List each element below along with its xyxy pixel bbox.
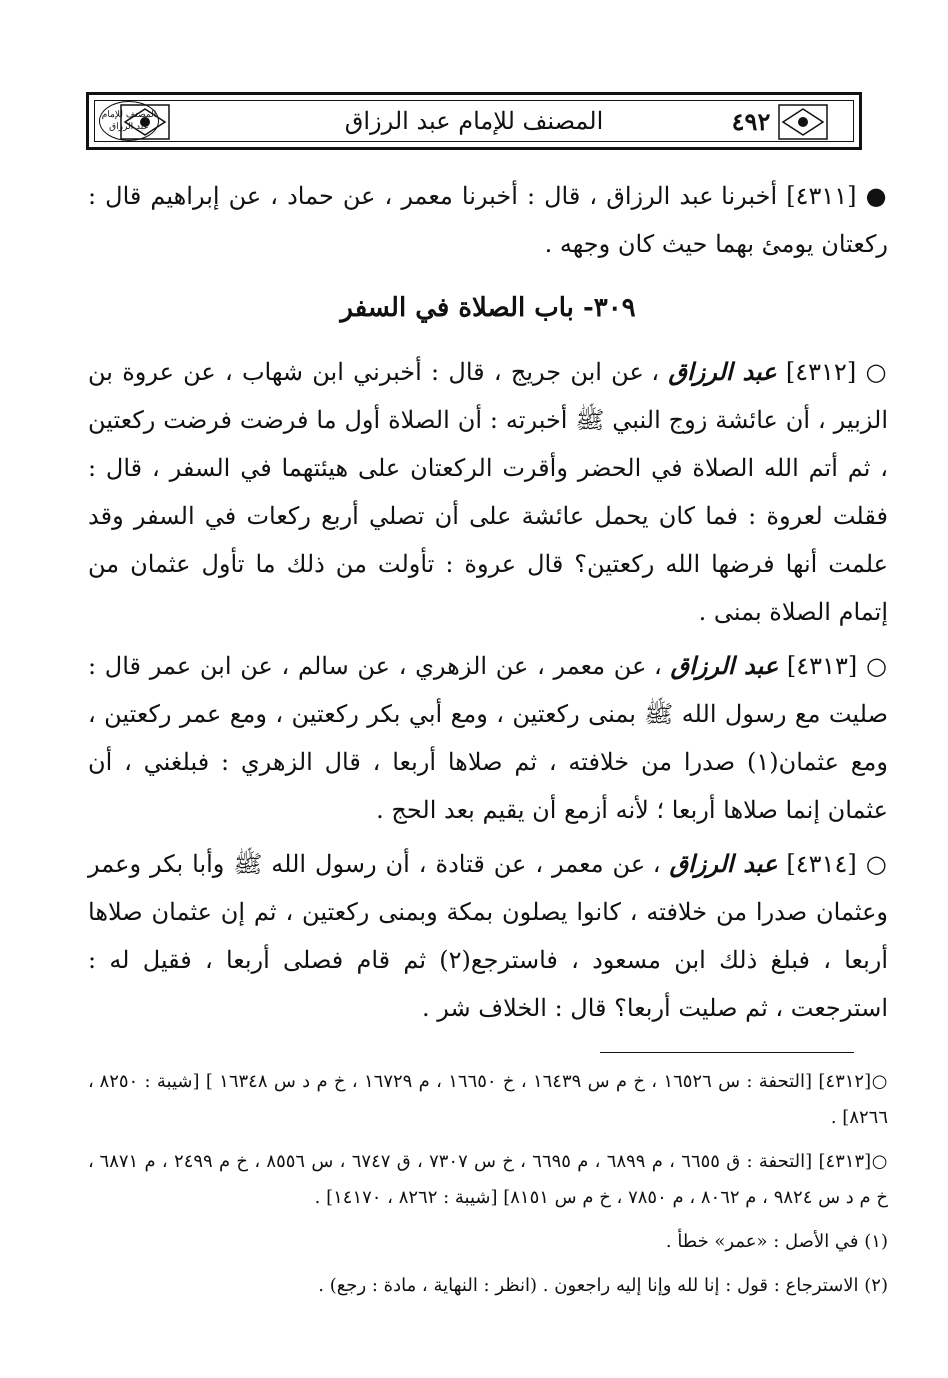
hadith-text: أخبرنا عبد الرزاق ، قال : أخبرنا معمر ، عن حماد ، عن إبراهيم قال : ركعتان يومئ بهما حيث كان وجهه . [88, 182, 888, 258]
hadith-marker: ○ [865, 358, 888, 386]
hadith-lead: عبد الرزاق [669, 849, 778, 878]
hadith-marker: ● [865, 182, 888, 210]
footnote-divider [600, 1052, 854, 1053]
hadith-ref: [٤٣١٤] [786, 850, 857, 878]
hadith-text: ، عن معمر ، عن قتادة ، أن رسول الله ﷺ وأبا بكر وعمر وعثمان صدرا من خلافته ، كانوا يصلون بمكة وبمنى ركعتين ، ثم إن عثمان صلاها أربعا ، فبلغ ذلك ابن مسعود ، فاسترجع(٢) ثم قام فصلى أربعا ، فقيل له : استرجعت ، ثم صليت أربعا؟ قال : الخلاف شر . [88, 850, 889, 1022]
hadith-4312 [88, 348, 888, 636]
hadith-text: ، عن معمر ، عن الزهري ، عن سالم ، عن ابن عمر قال : صليت مع رسول الله ﷺ بمنى ركعتين ، ومع أبي بكر ركعتين ، ومع عمر ركعتين ، ومع عثمان(١) صدرا من خلافته ، ثم صلاها أربعا ، قال الزهري : فبلغني ، أن عثمان إنما صلاها أربعا ؛ لأنه أزمع أن يقيم بعد الحج . [88, 652, 888, 824]
seal-text: المصنف للإمام عبد الرزاق [101, 110, 157, 132]
hadith-4314 [88, 840, 888, 1032]
book-seal [99, 101, 159, 141]
page-body [88, 172, 888, 1032]
page-number: ٤٩٢ [731, 107, 771, 136]
hadith-lead: عبد الرزاق [668, 357, 777, 386]
footnote-1: (١) في الأصل : «عمر» خطأ . [665, 1231, 888, 1252]
hadith-lead: عبد الرزاق [670, 651, 779, 680]
hadith-4313 [88, 642, 888, 834]
hadith-4311 [88, 172, 888, 268]
page-header [86, 92, 862, 150]
header-title: المصنف للإمام عبد الرزاق [344, 107, 604, 135]
hadith-text: ، عن ابن جريج ، قال : أخبرني ابن شهاب ، عن عروة بن الزبير ، أن عائشة زوج النبي ﷺ أخبرته : أن الصلاة أول ما فرضت فرضت ركعتين ، ثم أتم الله الصلاة في الحضر وأقرت الركعتان على هيئتهما في السفر ، قال : فقلت لعروة : فما كان يحمل عائشة على أن تصلي أربع ركعات في السفر وقد علمت أنها فرضها الله ركعتين؟ قال عروة : تأولت من ذلك ما تأول عثمان من إتمام الصلاة بمنى . [88, 358, 888, 626]
hadith-ref: [٤٣١٣] [786, 652, 858, 680]
section-title: ٣٠٩- باب الصلاة في السفر [340, 293, 636, 323]
hadith-marker: ○ [865, 652, 888, 680]
footnote-2: (٢) الاسترجاع : قول : إنا لله وإنا إليه راجعون . (انظر : النهاية ، مادة : رجع) . [318, 1275, 888, 1296]
footnotes [88, 1064, 888, 1304]
hadith-ref: [٤٣١٢] [785, 358, 857, 386]
footnote-4313: ○[٤٣١٣] [التحفة : ق ٦٦٥٥ ، م ٦٨٩٩ ، م ٦٦٩٥ ، خ س ٧٣٠٧ ، ق ٦٧٤٧ ، س ٨٥٥٦ ، خ م ٢٤٩٩ ، م ٦٨٧١ ، خ م د س ٩٨٢٤ ، م ٨٠٦٢ ، م ٧٨٥٠ ، خ م س ٨١٥١] [شيبة : ٨٢٦٢ ، ١٤١٧٠] . [88, 1151, 888, 1208]
footnote-4312: ○[٤٣١٢] [التحفة : س ١٦٥٢٦ ، خ م س ١٦٤٣٩ ، خ ١٦٦٥٠ ، م ١٦٧٢٩ ، خ م د س ١٦٣٤٨ ] [شيبة : ٨٢٥٠ ، ٨٢٦٦] . [88, 1071, 888, 1128]
hadith-ref: [٤٣١١] [786, 182, 857, 210]
hadith-marker: ○ [865, 850, 888, 878]
